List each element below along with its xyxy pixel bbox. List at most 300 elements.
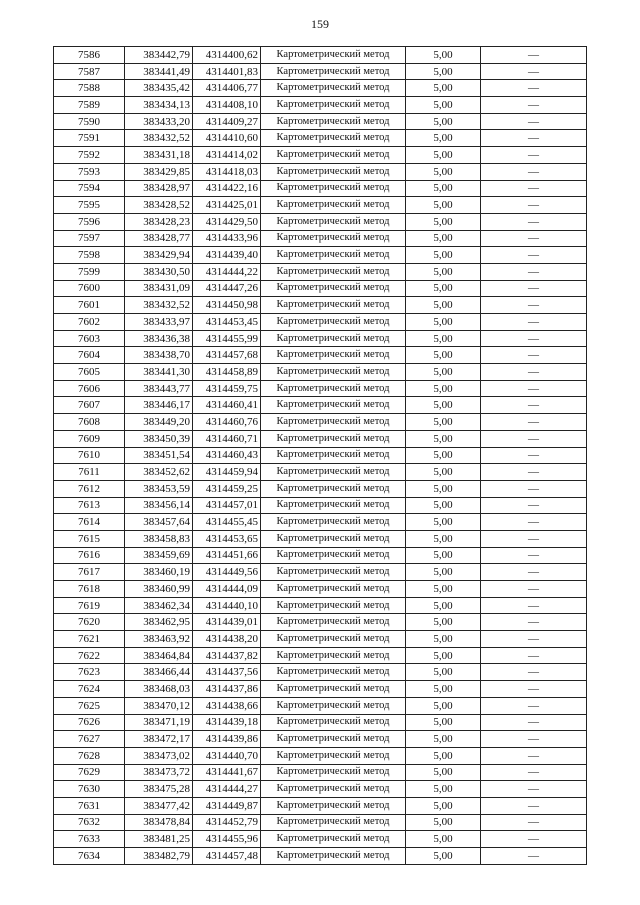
x-coordinate-cell: 383434,13 [125,97,193,114]
y-coordinate-cell: 4314425,01 [193,197,261,214]
x-coordinate-cell: 383428,77 [125,230,193,247]
x-coordinate-cell: 383449,20 [125,414,193,431]
table-row [54,714,587,731]
y-coordinate-cell: 4314418,03 [193,163,261,180]
method-cell: Картометрический метод [261,280,406,297]
y-coordinate-cell: 4314450,98 [193,297,261,314]
description-cell: — [481,564,587,581]
method-cell: Картометрический метод [261,180,406,197]
table-row [54,530,587,547]
method-cell: Картометрический метод [261,480,406,497]
table-row [54,347,587,364]
method-cell: Картометрический метод [261,130,406,147]
table-row [54,297,587,314]
table-row [54,47,587,64]
x-coordinate-cell: 383446,17 [125,397,193,414]
y-coordinate-cell: 4314460,43 [193,447,261,464]
accuracy-cell: 5,00 [406,397,481,414]
description-cell: — [481,530,587,547]
point-number-cell: 7586 [54,47,125,64]
x-coordinate-cell: 383458,83 [125,530,193,547]
accuracy-cell: 5,00 [406,247,481,264]
point-number-cell: 7618 [54,581,125,598]
description-cell: — [481,714,587,731]
method-cell: Картометрический метод [261,380,406,397]
y-coordinate-cell: 4314444,09 [193,581,261,598]
description-cell: — [481,464,587,481]
accuracy-cell: 5,00 [406,430,481,447]
method-cell: Картометрический метод [261,530,406,547]
x-coordinate-cell: 383429,94 [125,247,193,264]
table-row [54,80,587,97]
point-number-cell: 7594 [54,180,125,197]
accuracy-cell: 5,00 [406,831,481,848]
x-coordinate-cell: 383481,25 [125,831,193,848]
description-cell: — [481,247,587,264]
description-cell: — [481,397,587,414]
table-row [54,263,587,280]
method-cell: Картометрический метод [261,514,406,531]
table-row [54,631,587,648]
accuracy-cell: 5,00 [406,447,481,464]
y-coordinate-cell: 4314438,66 [193,697,261,714]
description-cell: — [481,697,587,714]
accuracy-cell: 5,00 [406,614,481,631]
table-row [54,681,587,698]
description-cell: — [481,614,587,631]
accuracy-cell: 5,00 [406,514,481,531]
table-row [54,430,587,447]
table-row [54,814,587,831]
method-cell: Картометрический метод [261,163,406,180]
method-cell: Картометрический метод [261,747,406,764]
y-coordinate-cell: 4314438,20 [193,631,261,648]
accuracy-cell: 5,00 [406,297,481,314]
method-cell: Картометрический метод [261,664,406,681]
description-cell: — [481,63,587,80]
description-cell: — [481,547,587,564]
accuracy-cell: 5,00 [406,263,481,280]
accuracy-cell: 5,00 [406,647,481,664]
table-row [54,581,587,598]
x-coordinate-cell: 383428,97 [125,180,193,197]
coordinates-table-body [54,47,587,865]
description-cell: — [481,263,587,280]
table-row [54,97,587,114]
accuracy-cell: 5,00 [406,731,481,748]
accuracy-cell: 5,00 [406,814,481,831]
method-cell: Картометрический метод [261,797,406,814]
y-coordinate-cell: 4314441,67 [193,764,261,781]
method-cell: Картометрический метод [261,330,406,347]
x-coordinate-cell: 383441,49 [125,63,193,80]
table-row [54,597,587,614]
table-row [54,848,587,865]
method-cell: Картометрический метод [261,364,406,381]
accuracy-cell: 5,00 [406,497,481,514]
x-coordinate-cell: 383435,42 [125,80,193,97]
accuracy-cell: 5,00 [406,480,481,497]
accuracy-cell: 5,00 [406,597,481,614]
point-number-cell: 7595 [54,197,125,214]
method-cell: Картометрический метод [261,547,406,564]
description-cell: — [481,130,587,147]
point-number-cell: 7623 [54,664,125,681]
table-row [54,197,587,214]
x-coordinate-cell: 383457,64 [125,514,193,531]
method-cell: Картометрический метод [261,848,406,865]
table-row [54,781,587,798]
x-coordinate-cell: 383462,95 [125,614,193,631]
point-number-cell: 7599 [54,263,125,280]
table-row [54,697,587,714]
x-coordinate-cell: 383478,84 [125,814,193,831]
x-coordinate-cell: 383453,59 [125,480,193,497]
description-cell: — [481,747,587,764]
x-coordinate-cell: 383451,54 [125,447,193,464]
description-cell: — [481,814,587,831]
method-cell: Картометрический метод [261,314,406,331]
table-row [54,514,587,531]
method-cell: Картометрический метод [261,414,406,431]
description-cell: — [481,213,587,230]
method-cell: Картометрический метод [261,631,406,648]
description-cell: — [481,380,587,397]
description-cell: — [481,280,587,297]
point-number-cell: 7624 [54,681,125,698]
accuracy-cell: 5,00 [406,681,481,698]
x-coordinate-cell: 383473,02 [125,747,193,764]
method-cell: Картометрический метод [261,564,406,581]
description-cell: — [481,597,587,614]
method-cell: Картометрический метод [261,80,406,97]
x-coordinate-cell: 383468,03 [125,681,193,698]
y-coordinate-cell: 4314458,89 [193,364,261,381]
accuracy-cell: 5,00 [406,163,481,180]
accuracy-cell: 5,00 [406,314,481,331]
x-coordinate-cell: 383431,09 [125,280,193,297]
description-cell: — [481,364,587,381]
point-number-cell: 7621 [54,631,125,648]
description-cell: — [481,97,587,114]
accuracy-cell: 5,00 [406,631,481,648]
y-coordinate-cell: 4314414,02 [193,147,261,164]
y-coordinate-cell: 4314437,82 [193,647,261,664]
y-coordinate-cell: 4314406,77 [193,80,261,97]
description-cell: — [481,80,587,97]
point-number-cell: 7610 [54,447,125,464]
y-coordinate-cell: 4314444,27 [193,781,261,798]
point-number-cell: 7627 [54,731,125,748]
y-coordinate-cell: 4314459,75 [193,380,261,397]
method-cell: Картометрический метод [261,831,406,848]
x-coordinate-cell: 383432,52 [125,130,193,147]
y-coordinate-cell: 4314433,96 [193,230,261,247]
description-cell: — [481,480,587,497]
x-coordinate-cell: 383428,23 [125,213,193,230]
point-number-cell: 7607 [54,397,125,414]
point-number-cell: 7619 [54,597,125,614]
method-cell: Картометрический метод [261,230,406,247]
accuracy-cell: 5,00 [406,664,481,681]
description-cell: — [481,797,587,814]
table-row [54,747,587,764]
table-row [54,764,587,781]
y-coordinate-cell: 4314437,86 [193,681,261,698]
table-row [54,280,587,297]
description-cell: — [481,647,587,664]
accuracy-cell: 5,00 [406,848,481,865]
table-row [54,797,587,814]
point-number-cell: 7601 [54,297,125,314]
point-number-cell: 7612 [54,480,125,497]
table-row [54,547,587,564]
point-number-cell: 7590 [54,113,125,130]
description-cell: — [481,314,587,331]
method-cell: Картометрический метод [261,397,406,414]
description-cell: — [481,330,587,347]
x-coordinate-cell: 383433,97 [125,314,193,331]
method-cell: Картометрический метод [261,197,406,214]
y-coordinate-cell: 4314460,41 [193,397,261,414]
accuracy-cell: 5,00 [406,97,481,114]
point-number-cell: 7628 [54,747,125,764]
table-row [54,664,587,681]
method-cell: Картометрический метод [261,714,406,731]
description-cell: — [481,414,587,431]
point-number-cell: 7616 [54,547,125,564]
point-number-cell: 7604 [54,347,125,364]
y-coordinate-cell: 4314452,79 [193,814,261,831]
table-row [54,397,587,414]
x-coordinate-cell: 383450,39 [125,430,193,447]
x-coordinate-cell: 383462,34 [125,597,193,614]
accuracy-cell: 5,00 [406,764,481,781]
table-row [54,464,587,481]
table-row [54,213,587,230]
y-coordinate-cell: 4314444,22 [193,263,261,280]
point-number-cell: 7615 [54,530,125,547]
description-cell: — [481,731,587,748]
description-cell: — [481,447,587,464]
table-row [54,247,587,264]
accuracy-cell: 5,00 [406,63,481,80]
point-number-cell: 7591 [54,130,125,147]
method-cell: Картометрический метод [261,814,406,831]
method-cell: Картометрический метод [261,247,406,264]
table-row [54,614,587,631]
point-number-cell: 7593 [54,163,125,180]
point-number-cell: 7634 [54,848,125,865]
description-cell: — [481,581,587,598]
y-coordinate-cell: 4314457,68 [193,347,261,364]
point-number-cell: 7633 [54,831,125,848]
y-coordinate-cell: 4314449,87 [193,797,261,814]
accuracy-cell: 5,00 [406,380,481,397]
point-number-cell: 7611 [54,464,125,481]
y-coordinate-cell: 4314455,45 [193,514,261,531]
description-cell: — [481,497,587,514]
description-cell: — [481,764,587,781]
accuracy-cell: 5,00 [406,113,481,130]
table-row [54,130,587,147]
description-cell: — [481,831,587,848]
point-number-cell: 7603 [54,330,125,347]
method-cell: Картометрический метод [261,764,406,781]
description-cell: — [481,430,587,447]
y-coordinate-cell: 4314440,10 [193,597,261,614]
description-cell: — [481,514,587,531]
accuracy-cell: 5,00 [406,330,481,347]
x-coordinate-cell: 383460,99 [125,581,193,598]
table-row [54,564,587,581]
method-cell: Картометрический метод [261,113,406,130]
description-cell: — [481,631,587,648]
point-number-cell: 7600 [54,280,125,297]
table-row [54,480,587,497]
description-cell: — [481,180,587,197]
table-row [54,447,587,464]
x-coordinate-cell: 383460,19 [125,564,193,581]
accuracy-cell: 5,00 [406,180,481,197]
description-cell: — [481,681,587,698]
description-cell: — [481,147,587,164]
y-coordinate-cell: 4314449,56 [193,564,261,581]
accuracy-cell: 5,00 [406,697,481,714]
method-cell: Картометрический метод [261,697,406,714]
table-row [54,647,587,664]
y-coordinate-cell: 4314439,40 [193,247,261,264]
point-number-cell: 7598 [54,247,125,264]
table-row [54,380,587,397]
x-coordinate-cell: 383452,62 [125,464,193,481]
y-coordinate-cell: 4314460,76 [193,414,261,431]
point-number-cell: 7613 [54,497,125,514]
y-coordinate-cell: 4314451,66 [193,547,261,564]
method-cell: Картометрический метод [261,781,406,798]
table-row [54,330,587,347]
y-coordinate-cell: 4314453,65 [193,530,261,547]
accuracy-cell: 5,00 [406,147,481,164]
y-coordinate-cell: 4314459,25 [193,480,261,497]
x-coordinate-cell: 383430,50 [125,263,193,280]
point-number-cell: 7630 [54,781,125,798]
y-coordinate-cell: 4314408,10 [193,97,261,114]
point-number-cell: 7626 [54,714,125,731]
method-cell: Картометрический метод [261,447,406,464]
y-coordinate-cell: 4314439,86 [193,731,261,748]
x-coordinate-cell: 383482,79 [125,848,193,865]
table-row [54,831,587,848]
method-cell: Картометрический метод [261,464,406,481]
point-number-cell: 7587 [54,63,125,80]
method-cell: Картометрический метод [261,581,406,598]
y-coordinate-cell: 4314410,60 [193,130,261,147]
accuracy-cell: 5,00 [406,130,481,147]
point-number-cell: 7609 [54,430,125,447]
method-cell: Картометрический метод [261,213,406,230]
method-cell: Картометрический метод [261,63,406,80]
x-coordinate-cell: 383463,92 [125,631,193,648]
y-coordinate-cell: 4314439,01 [193,614,261,631]
x-coordinate-cell: 383443,77 [125,380,193,397]
y-coordinate-cell: 4314429,50 [193,213,261,230]
description-cell: — [481,664,587,681]
x-coordinate-cell: 383429,85 [125,163,193,180]
table-row [54,180,587,197]
y-coordinate-cell: 4314459,94 [193,464,261,481]
point-number-cell: 7592 [54,147,125,164]
point-number-cell: 7597 [54,230,125,247]
accuracy-cell: 5,00 [406,547,481,564]
method-cell: Картометрический метод [261,297,406,314]
point-number-cell: 7588 [54,80,125,97]
description-cell: — [481,163,587,180]
y-coordinate-cell: 4314447,26 [193,280,261,297]
x-coordinate-cell: 383459,69 [125,547,193,564]
x-coordinate-cell: 383477,42 [125,797,193,814]
accuracy-cell: 5,00 [406,347,481,364]
table-row [54,364,587,381]
method-cell: Картометрический метод [261,681,406,698]
description-cell: — [481,47,587,64]
y-coordinate-cell: 4314457,01 [193,497,261,514]
method-cell: Картометрический метод [261,731,406,748]
y-coordinate-cell: 4314455,99 [193,330,261,347]
y-coordinate-cell: 4314457,48 [193,848,261,865]
x-coordinate-cell: 383438,70 [125,347,193,364]
x-coordinate-cell: 383471,19 [125,714,193,731]
method-cell: Картометрический метод [261,597,406,614]
accuracy-cell: 5,00 [406,781,481,798]
point-number-cell: 7622 [54,647,125,664]
description-cell: — [481,347,587,364]
method-cell: Картометрический метод [261,647,406,664]
point-number-cell: 7589 [54,97,125,114]
accuracy-cell: 5,00 [406,530,481,547]
coordinates-table [53,46,587,865]
point-number-cell: 7631 [54,797,125,814]
x-coordinate-cell: 383470,12 [125,697,193,714]
table-row [54,163,587,180]
y-coordinate-cell: 4314437,56 [193,664,261,681]
accuracy-cell: 5,00 [406,47,481,64]
accuracy-cell: 5,00 [406,414,481,431]
point-number-cell: 7596 [54,213,125,230]
point-number-cell: 7614 [54,514,125,531]
accuracy-cell: 5,00 [406,747,481,764]
method-cell: Картометрический метод [261,97,406,114]
accuracy-cell: 5,00 [406,197,481,214]
x-coordinate-cell: 383456,14 [125,497,193,514]
x-coordinate-cell: 383441,30 [125,364,193,381]
accuracy-cell: 5,00 [406,80,481,97]
accuracy-cell: 5,00 [406,581,481,598]
accuracy-cell: 5,00 [406,797,481,814]
x-coordinate-cell: 383428,52 [125,197,193,214]
point-number-cell: 7608 [54,414,125,431]
table-row [54,63,587,80]
table-row [54,230,587,247]
accuracy-cell: 5,00 [406,230,481,247]
description-cell: — [481,848,587,865]
y-coordinate-cell: 4314400,62 [193,47,261,64]
description-cell: — [481,197,587,214]
accuracy-cell: 5,00 [406,280,481,297]
description-cell: — [481,297,587,314]
y-coordinate-cell: 4314455,96 [193,831,261,848]
x-coordinate-cell: 383431,18 [125,147,193,164]
